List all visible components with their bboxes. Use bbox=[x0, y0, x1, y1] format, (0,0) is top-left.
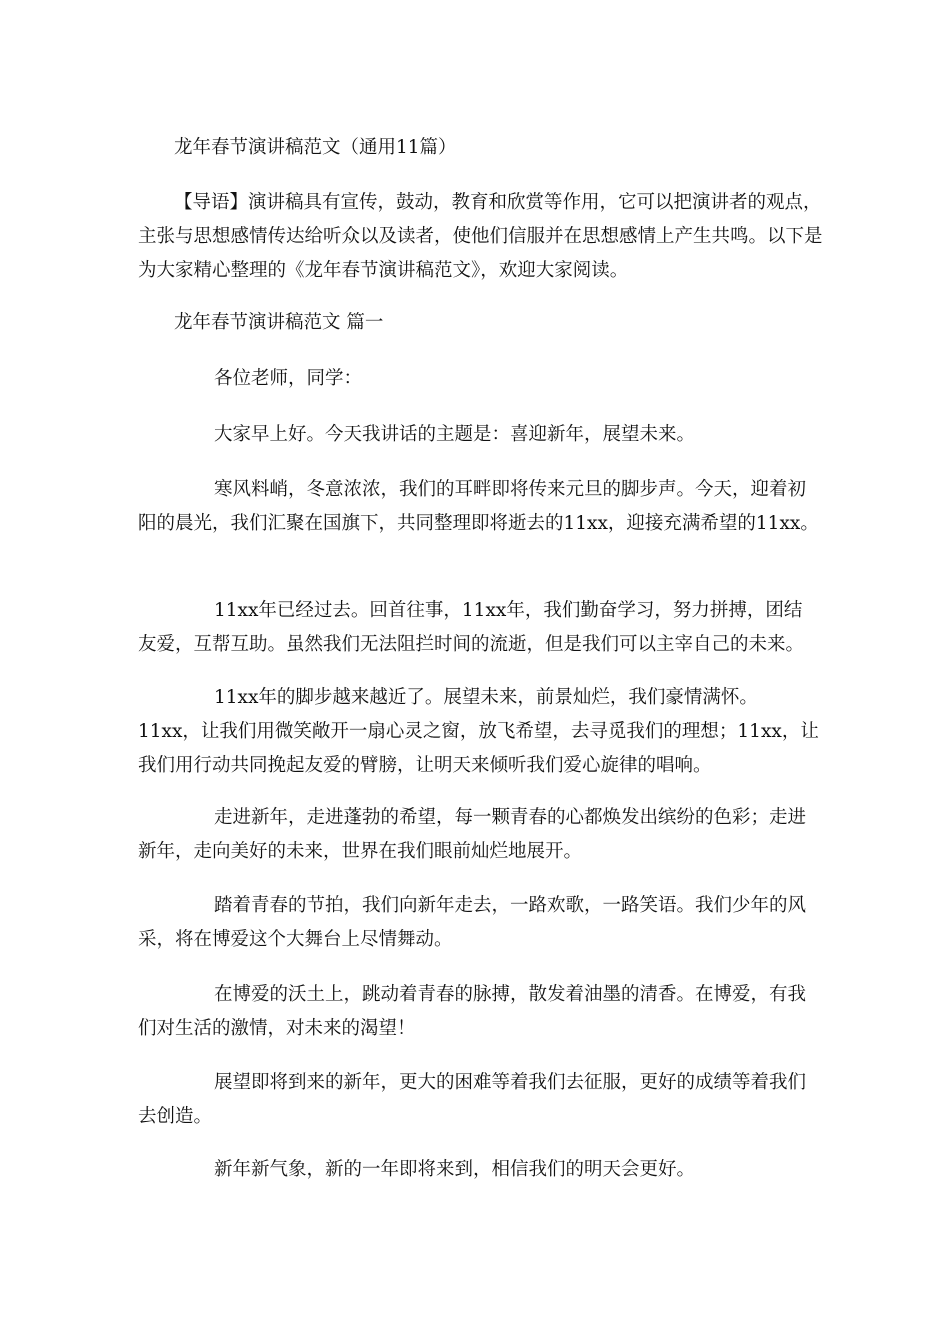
body-paragraph: 踏着青春的节拍，我们向新年走去，一路欢歌，一路笑语。我们少年的风采，将在博爱这个大舞台上尽情舞动。 bbox=[138, 895, 807, 950]
body-paragraph: 11xx年已经过去。回首往事，11xx年，我们勤奋学习，努力拼搏，团结友爱，互帮互助。虽然我们无法阻拦时间的流逝，但是我们可以主宰自己的未来。 bbox=[138, 600, 805, 655]
intro-paragraph: 【导语】演讲稿具有宣传，鼓动，教育和欣赏等作用，它可以把演讲者的观点，主张与思想感情传达给听众以及读者，使他们信服并在思想感情上产生共鸣。以下是为大家精心整理的《龙年春节演讲稿范文》，欢迎大家阅读。 bbox=[138, 192, 823, 281]
greeting-paragraph: 大家早上好。今天我讲话的主题是：喜迎新年，展望未来。 bbox=[214, 424, 696, 445]
body-paragraph: 走进新年，走进蓬勃的希望，每一颗青春的心都焕发出缤纷的色彩；走进新年，走向美好的未来，世界在我们眼前灿烂地展开。 bbox=[138, 807, 807, 862]
body-paragraph: 在博爱的沃土上，跳动着青春的脉搏，散发着油墨的清香。在博爱，有我们对生活的激情，对未来的渴望！ bbox=[138, 984, 807, 1039]
salutation-paragraph: 各位老师，同学： bbox=[214, 368, 363, 389]
body-paragraph: 寒风料峭，冬意浓浓，我们的耳畔即将传来元旦的脚步声。今天，迎着初阳的晨光，我们汇聚在国旗下，共同整理即将逝去的11xx，迎接充满希望的11xx。 bbox=[138, 479, 819, 534]
document-title: 龙年春节演讲稿范文（通用11篇） bbox=[174, 137, 457, 158]
section-heading: 龙年春节演讲稿范文 篇一 bbox=[174, 312, 384, 333]
body-paragraph: 11xx年的脚步越来越近了。展望未来，前景灿烂，我们豪情满怀。11xx，让我们用微笑敞开一扇心灵之窗，放飞希望，去寻觅我们的理想；11xx，让我们用行动共同挽起友爱的臂膀，让明天来倾听我们爱心旋律的唱响。 bbox=[138, 687, 819, 776]
body-paragraph: 展望即将到来的新年，更大的困难等着我们去征服，更好的成绩等着我们去创造。 bbox=[138, 1072, 807, 1127]
closing-paragraph: 新年新气象，新的一年即将来到，相信我们的明天会更好。 bbox=[214, 1159, 696, 1180]
